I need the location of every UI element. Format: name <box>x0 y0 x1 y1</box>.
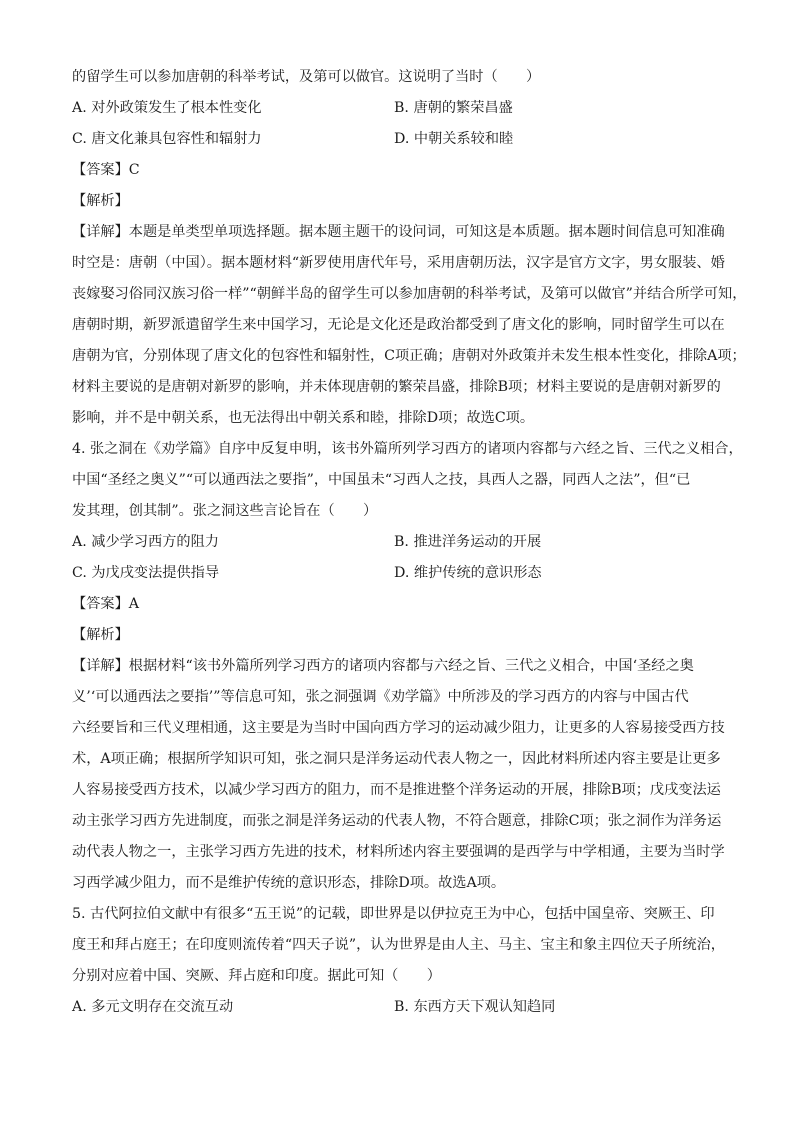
q4-stem-line: 4. 张之洞在《劝学篇》自序中反复申明，该书外篇所列学习西方的诸项内容都与六经之旨、三代之义相合， <box>72 441 743 457</box>
q3-option-b: B. 唐朝的繁荣昌盛 <box>394 100 513 116</box>
q3-detail-line: 材料主要说的是唐朝对新罗的影响，并未体现唐朝的繁荣昌盛，排除B项；材料主要说的是唐朝对新罗的 <box>72 379 721 395</box>
q3-answer: 【答案】C <box>72 162 140 178</box>
q4-detail-line: 动代表人物之一，主张学习西方先进的技术，材料所述内容主要强调的是西学与中学相通，主要为当时学 <box>72 844 725 860</box>
q5-option-b: B. 东西方天下观认知趋同 <box>394 999 556 1015</box>
q5-stem-line: 5. 古代阿拉伯文献中有很多“五王说”的记载，即世界是以伊拉克王为中心，包括中国皇帝、突厥王、印 <box>72 906 715 922</box>
q4-option-a: A. 减少学习西方的阻力 <box>72 534 219 550</box>
q4-options-row-1 <box>72 527 724 558</box>
q3-options-row-2 <box>72 124 724 155</box>
q4-detail-line: 习西学减少阻力，而不是维护传统的意识形态，排除D项。故选A项。 <box>72 875 506 891</box>
q3-detail-line: 【详解】本题是单类型单项选择题。据本题主题干的设问词，可知这是本质题。据本题时间信息可知准确 <box>72 224 725 240</box>
document-page <box>72 62 747 1023</box>
q4-detail-line: 六经要旨和三代义理相通，这主要是为当时中国向西方学习的运动减少阻力，让更多的人容易接受西方技 <box>72 720 725 736</box>
q5-option-a: A. 多元文明存在交流互动 <box>72 999 234 1015</box>
q3-detail-line: 影响，并不是中朝关系，也无法得出中朝关系和睦，排除D项；故选C项。 <box>72 410 535 426</box>
q4-detail-line: 【详解】根据材料“该书外篇所列学习西方的诸项内容都与六经之旨、三代之义相合，中国‘圣经之奥 <box>72 658 694 674</box>
q4-detail-line: 义’‘可以通西法之要指’”等信息可知，张之洞强调《劝学篇》中所涉及的学习西方的内容与中国古代 <box>72 689 689 705</box>
q3-detail-line: 唐朝时期，新罗派遣留学生来中国学习，无论是文化还是政治都受到了唐文化的影响，同时留学生可以在 <box>72 317 725 333</box>
q3-stem-tail: 的留学生可以参加唐朝的科举考试，及第可以做官。这说明了当时（ ） <box>72 69 541 85</box>
q4-options-row-2 <box>72 558 724 589</box>
q4-stem-line: 发其理，创其制”。张之洞这些言论旨在（ ） <box>72 503 378 519</box>
q4-option-c: C. 为戊戌变法提供指导 <box>72 565 220 581</box>
q4-stem-line: 中国“圣经之奥义”“可以通西法之要指”，中国虽未“习西人之技，具西人之器，同西人之法”，但“已 <box>72 472 691 488</box>
q4-detail-line: 动主张学习西方先进制度，而张之洞是洋务运动的代表人物，不符合题意，排除C项；张之洞作为洋务运 <box>72 813 722 829</box>
q4-detail-line: 人容易接受西方技术，以减少学习西方的阻力，而不是推进整个洋务运动的开展，排除B项；戊戌变法运 <box>72 782 721 798</box>
q3-option-d: D. 中朝关系较和睦 <box>394 131 514 147</box>
q3-detail-line: 时空是：唐朝（中国）。据本题材料“新罗使用唐代年号，采用唐朝历法，汉字是官方文字，男女服装、婚 <box>72 255 725 271</box>
q5-stem-line: 度王和拜占庭王；在印度则流传着“四天子说”，认为世界是由人主、马主、宝主和象主四位天子所统治， <box>72 937 725 953</box>
q3-option-a: A. 对外政策发生了根本性变化 <box>72 100 262 116</box>
q4-detail-line: 术，A项正确；根据所学知识可知，张之洞只是洋务运动代表人物之一，因此材料所述内容主要是让更多 <box>72 751 721 767</box>
q5-stem-line: 分别对应着中国、突厥、拜占庭和印度。据此可知（ ） <box>72 968 441 984</box>
q3-option-c: C. 唐文化兼具包容性和辐射力 <box>72 131 262 147</box>
q3-analysis-label: 【解析】 <box>72 193 129 209</box>
q5-options-row-1 <box>72 992 724 1023</box>
q3-detail-line: 丧嫁娶习俗同汉族习俗一样”“朝鲜半岛的留学生可以参加唐朝的科举考试，及第可以做官”并结合所学可知， <box>72 286 747 302</box>
q3-options-row-1 <box>72 93 724 124</box>
q4-option-b: B. 推进洋务运动的开展 <box>394 534 542 550</box>
q3-detail-line: 唐朝为官，分别体现了唐文化的包容性和辐射性，C项正确；唐朝对外政策并未发生根本性变化，排除A项； <box>72 348 746 364</box>
q4-analysis-label: 【解析】 <box>72 627 129 643</box>
q4-option-d: D. 维护传统的意识形态 <box>394 565 542 581</box>
q4-answer: 【答案】A <box>72 596 139 612</box>
